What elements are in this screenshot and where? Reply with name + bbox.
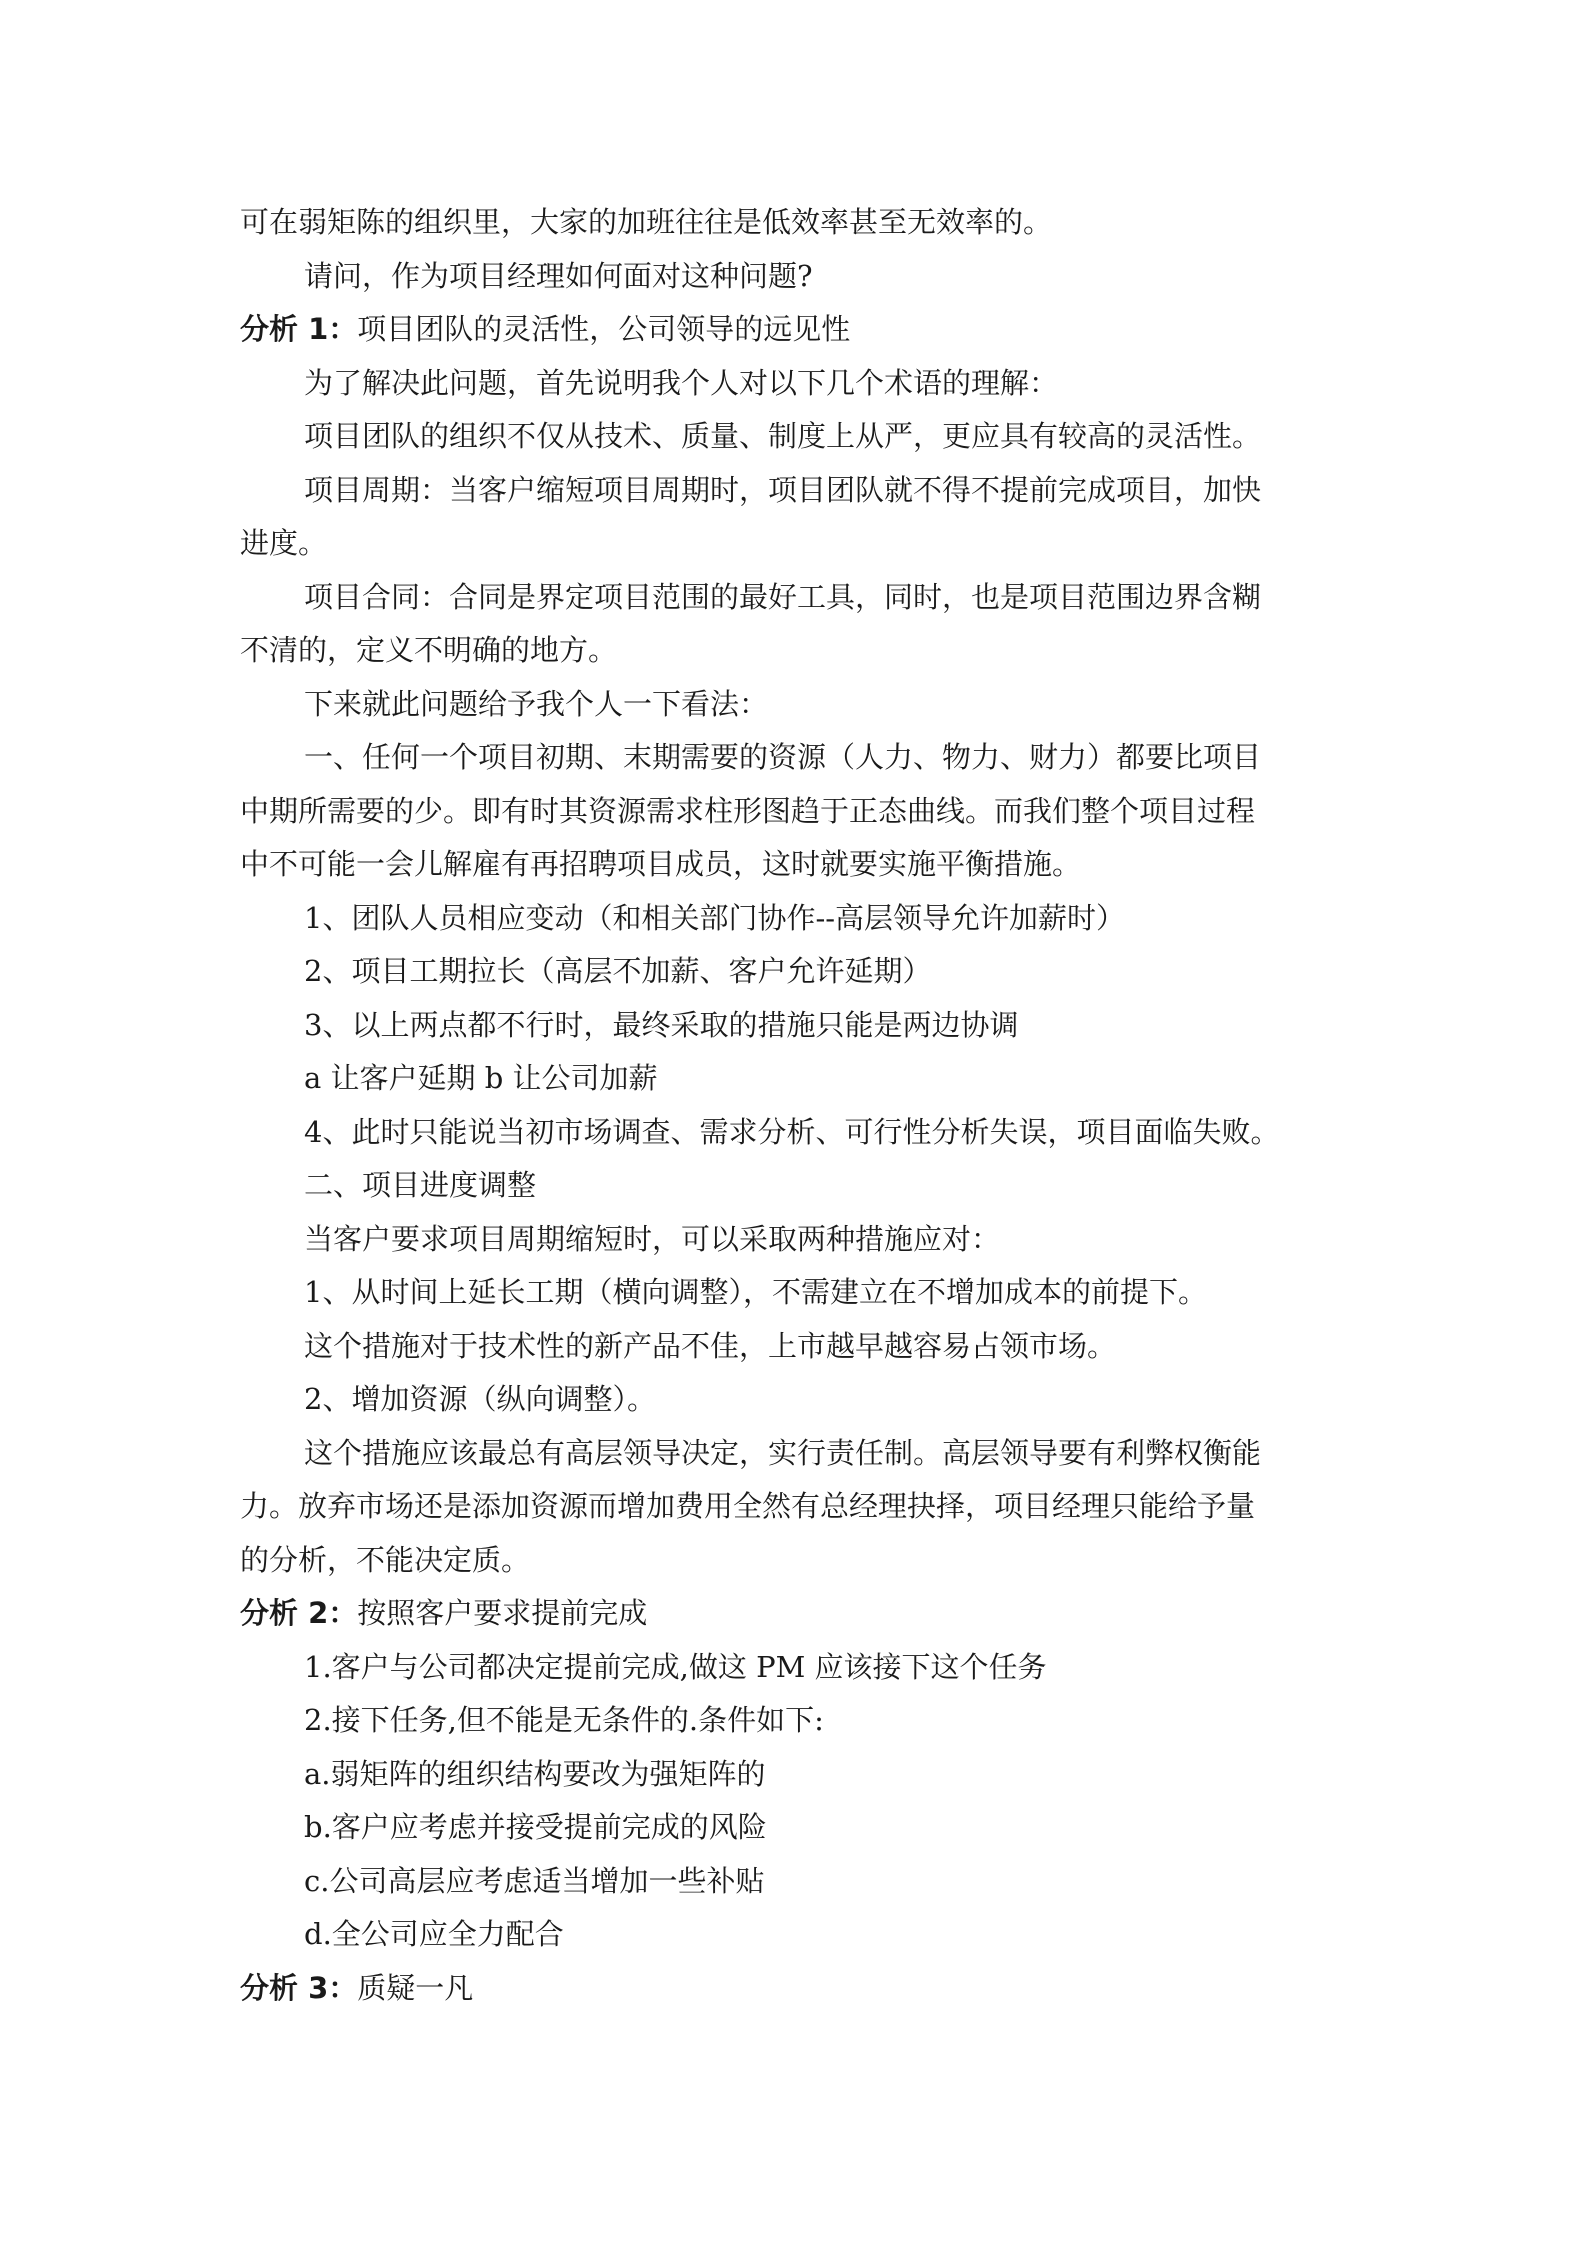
paragraph-line: 项目团队的组织不仅从技术、质量、制度上从严，更应具有较高的灵活性。 [304,419,1262,453]
paragraph-line: 项目合同：合同是界定项目范围的最好工具，同时，也是项目范围边界含糊 [304,579,1262,614]
paragraph-line: 这个措施应该最总有高层领导决定，实行责任制。高层领导要有利弊权衡能 [304,1435,1262,1470]
list-item: 1、团队人员相应变动（和相关部门协作--高层领导允许加薪时） [304,900,1126,935]
analysis-1-label: 分析 1： [240,312,358,346]
paragraph-line: 的分析，不能决定质。 [240,1542,531,1577]
list-item: 2.接下任务,但不能是无条件的.条件如下: [304,1703,824,1737]
list-item: 2、增加资源（纵向调整）。 [304,1382,656,1416]
analysis-1-title: 项目团队的灵活性，公司领导的远见性 [357,312,851,346]
paragraph-line: 当客户要求项目周期缩短时，可以采取两种措施应对： [304,1221,1001,1256]
paragraph-line: 项目周期：当客户缩短项目周期时，项目团队就不得不提前完成项目，加快 [304,472,1262,507]
analysis-3-title: 质疑一凡 [357,1970,474,2005]
analysis-3-heading [240,1962,1350,2016]
question-line: 请问，作为项目经理如何面对这种问题? [304,258,813,293]
list-item: c.公司高层应考虑适当增加一些补贴 [304,1863,765,1898]
paragraph-line: 可在弱矩陈的组织里，大家的加班往往是低效率甚至无效率的。 [240,205,1053,239]
paragraph-line: 为了解决此问题，首先说明我个人对以下几个术语的理解： [304,365,1059,400]
analysis-2-heading [240,1587,1350,1641]
paragraph-line: 一、任何一个项目初期、末期需要的资源（人力、物力、财力）都要比项目 [304,740,1262,774]
paragraph-line: 中不可能一会儿解雇有再招聘项目成员，这时就要实施平衡措施。 [240,847,1082,881]
paragraph-line: 力。放弃市场还是添加资源而增加费用全然有总经理抉择，项目经理只能给予量 [240,1489,1256,1523]
list-item: d.全公司应全力配合 [304,1917,564,1951]
analysis-3-label: 分析 3： [240,1970,358,2005]
list-item: 3、以上两点都不行时，最终采取的措施只能是两边协调 [304,1007,1019,1042]
paragraph-line: 不清的，定义不明确的地方。 [240,633,618,667]
list-item: 2、项目工期拉长（高层不加薪、客户允许延期） [304,954,932,988]
list-item: a.弱矩阵的组织结构要改为强矩阵的 [304,1756,766,1791]
section-heading: 二、项目进度调整 [304,1168,537,1202]
analysis-2-title: 按照客户要求提前完成 [357,1596,648,1630]
paragraph-line: 下来就此问题给予我个人一下看法： [304,686,769,721]
analysis-2-label: 分析 2： [240,1596,358,1630]
paragraph-line: 这个措施对于技术性的新产品不佳，上市越早越容易占领市场。 [304,1328,1117,1363]
list-item: 1、从时间上延长工期（横向调整），不需建立在不增加成本的前提下。 [304,1275,1207,1309]
list-item: 1.客户与公司都决定提前完成,做这 PM 应该接下这个任务 [304,1649,1047,1684]
list-item: b.客户应考虑并接受提前完成的风险 [304,1810,767,1844]
paragraph-line: 进度。 [240,526,328,560]
paragraph-line: 中期所需要的少。即有时其资源需求柱形图趋于正态曲线。而我们整个项目过程 [240,793,1256,828]
document-body [240,196,1350,2015]
list-item: a 让客户延期 b 让公司加薪 [304,1061,658,1095]
list-item: 4、此时只能说当初市场调查、需求分析、可行性分析失误，项目面临失败。 [304,1114,1280,1149]
analysis-1-heading [240,303,1350,357]
